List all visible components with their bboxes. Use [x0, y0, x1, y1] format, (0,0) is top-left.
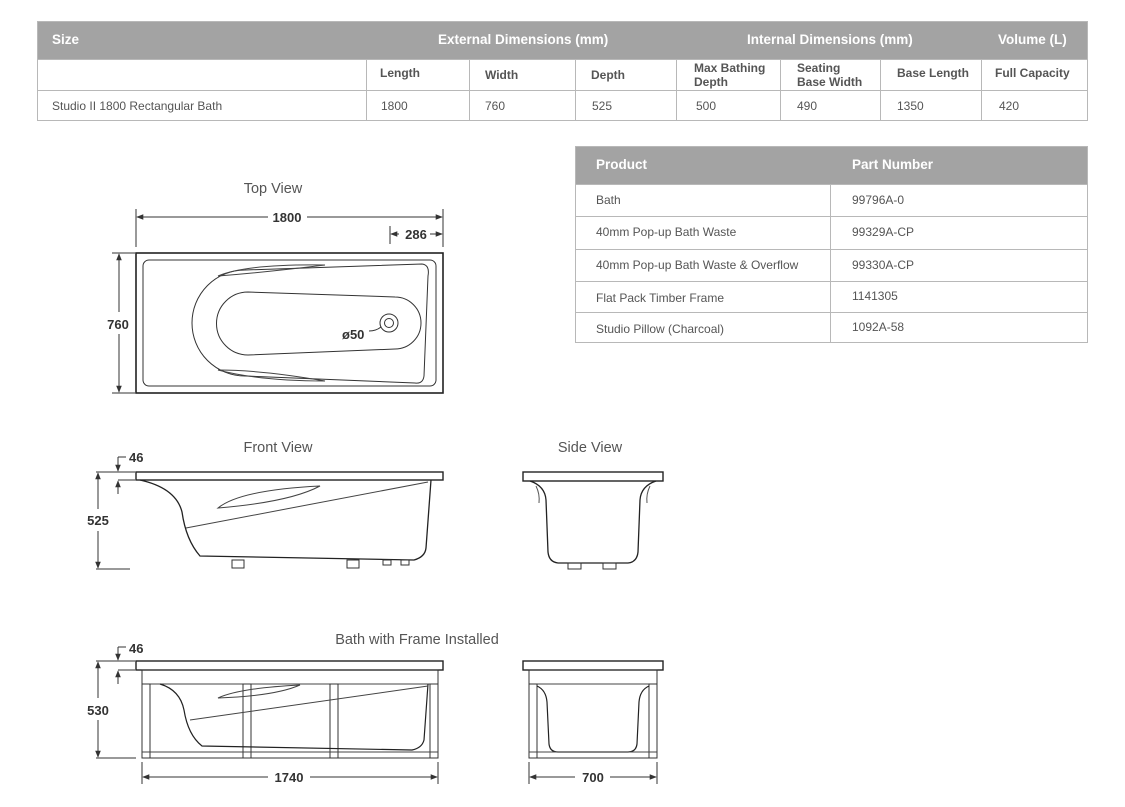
value-depth: 525 [592, 99, 613, 113]
part-number: 1141305 [852, 289, 898, 303]
product-name: 40mm Pop-up Bath Waste & Overflow [596, 258, 799, 272]
front-view-drawing [87, 440, 443, 569]
header-volume: Volume (L) [998, 32, 1067, 47]
dim-top-length: 1800 [272, 210, 302, 225]
dim-frame-length: 1740 [274, 770, 304, 785]
subheader-seating-line1: Seating [797, 61, 841, 75]
value-seating-base-width: 490 [797, 99, 818, 113]
frame-view-title: Bath with Frame Installed [335, 632, 499, 648]
side-view-drawing [523, 440, 663, 569]
subheader-depth: Depth [591, 68, 625, 82]
header-size: Size [52, 32, 80, 47]
part-number: 99330A-CP [852, 258, 915, 272]
value-full-capacity: 420 [999, 99, 1020, 113]
dim-frame-rim: 46 [129, 641, 144, 656]
dim-front-rim: 46 [129, 450, 144, 465]
frame-view-drawing [87, 632, 663, 785]
part-number: 99796A-0 [852, 193, 905, 207]
product-name: Studio Pillow (Charcoal) [596, 322, 725, 336]
value-base-length: 1350 [897, 99, 924, 113]
product-name: Bath [596, 193, 621, 207]
top-view-title: Top View [243, 181, 303, 197]
header-part-number: Part Number [852, 157, 934, 172]
value-length: 1800 [381, 99, 408, 113]
bath-name: Studio II 1800 Rectangular Bath [52, 99, 223, 113]
dim-front-height: 525 [87, 513, 109, 528]
dim-frame-height: 530 [87, 703, 109, 718]
subheader-length: Length [380, 66, 420, 80]
dim-waste: ø50 [342, 327, 365, 342]
subheader-base-length: Base Length [897, 66, 970, 80]
part-number: 99329A-CP [852, 225, 915, 239]
subheader-width: Width [485, 68, 519, 82]
product-name: Flat Pack Timber Frame [596, 291, 725, 305]
part-number: 1092A-58 [852, 320, 905, 334]
subheader-seating-line2: Base Width [797, 75, 863, 89]
subheader-max-bathing-line1: Max Bathing [694, 61, 766, 75]
dim-frame-width: 700 [582, 770, 604, 785]
subheader-full-capacity: Full Capacity [995, 66, 1070, 80]
front-view-title: Front View [243, 440, 313, 456]
header-external-dimensions: External Dimensions (mm) [438, 32, 609, 47]
header-internal-dimensions: Internal Dimensions (mm) [747, 32, 913, 47]
subheader-max-bathing-line2: Depth [694, 75, 728, 89]
product-name: 40mm Pop-up Bath Waste [596, 225, 737, 239]
dim-top-offset: 286 [405, 227, 427, 242]
top-view-drawing [107, 181, 443, 393]
dim-top-width: 760 [107, 317, 129, 332]
value-width: 760 [485, 99, 506, 113]
header-product: Product [596, 157, 648, 172]
side-view-title: Side View [557, 440, 623, 456]
value-max-bathing-depth: 500 [696, 99, 717, 113]
